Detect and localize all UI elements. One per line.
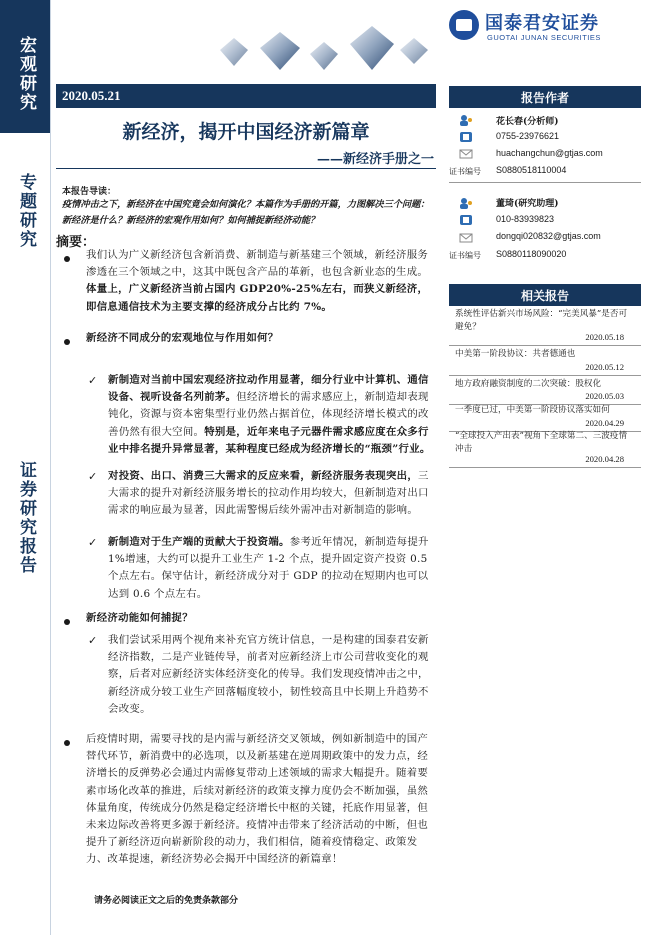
brand-logo xyxy=(449,8,639,44)
phone-icon xyxy=(459,214,473,226)
brand-name-cn: 国泰君安证券 xyxy=(485,13,599,34)
related-report-title[interactable]: 系统性评估新兴市场风险：“完美风暴”是否可避免？ xyxy=(455,309,628,332)
author-2-name: 董琦(研究助理) xyxy=(496,199,559,209)
bullet-icon xyxy=(64,339,70,345)
side-label-bottom: 证券研究报告 xyxy=(16,461,36,575)
phone-icon xyxy=(459,131,473,143)
guotai-junan-logo-icon xyxy=(449,10,479,40)
related-divider xyxy=(449,467,641,468)
point-new-manufacturing: 新制造对当前中国宏观经济拉动作用显著，细分行业中计算机、通信设备、视听设备名列前茅。但经济增长的需求感应上，新制造却表现钝化，资源与资本密集型行业仍然占据首位，体现经济增长模式的改善仍然有很大空间。特别是，近年来电子元器件需求感应度在众多行业中排名提升异常显著，某种程度已经成为经济增长的“瓶颈”行业。 xyxy=(108,374,431,455)
author-1-name: 花长春(分析师) xyxy=(496,117,559,127)
footer-disclaimer: 请务必阅读正文之后的免责条款部分 xyxy=(94,896,239,906)
email-icon xyxy=(459,148,473,160)
point-production-contribution: 新制造对于生产端的贡献大于投资端。参考近年情况，新制造每提升 1%增速，大约可以提升工业生产 1-2 个点，提升固定资产投资 0.5 个点左右。保守估计，新经济成分对于 GDP 的拉动在短期内也可以达到 0.6 个点左右。 xyxy=(108,536,429,600)
related-report-date: 2020.04.29 xyxy=(585,418,624,428)
author-1-email[interactable]: huachangchun@gtjas.com xyxy=(496,148,603,158)
check-icon: ✓ xyxy=(88,374,98,387)
date-bar xyxy=(56,84,436,108)
author-1-cert-label: 证书编号 xyxy=(449,167,481,176)
bullet-icon xyxy=(64,740,70,746)
related-report-date: 2020.05.03 xyxy=(585,391,624,401)
side-label-top: 宏观研究 xyxy=(16,36,36,112)
guide-text: 疫情冲击之下，新经济在中国究竟会如何演化？本篇作为手册的开篇，力图解决三个问题：新经济是什么？新经济的宏观作用如何？如何捕捉新经济动能？ xyxy=(62,199,430,226)
related-report-title[interactable]: “全球投入产出表”视角下全球第二、三波疫情冲击 xyxy=(455,431,628,454)
author-1-phone: 0755-23976621 xyxy=(496,131,560,141)
related-report-title[interactable]: 中美第一阶段协议：共者德通也 xyxy=(455,349,576,359)
email-icon xyxy=(459,232,473,244)
related-report-title[interactable]: 地方政府融资制度的二次突破：股权化 xyxy=(455,379,602,389)
section-heading-macro-role: 新经济不同成分的宏观地位与作用如何？ xyxy=(86,332,279,344)
check-icon: ✓ xyxy=(88,470,98,483)
related-divider xyxy=(449,375,641,376)
author-divider xyxy=(449,182,641,183)
author-2-phone: 010-83939823 xyxy=(496,214,555,224)
related-divider xyxy=(449,345,641,346)
bullet-icon xyxy=(64,256,70,262)
side-divider xyxy=(50,0,51,935)
authors-heading: 报告作者 xyxy=(520,91,569,105)
check-icon: ✓ xyxy=(88,536,98,549)
title-divider xyxy=(56,168,436,169)
author-2-cert: S0880118090020 xyxy=(496,249,567,259)
related-report-date: 2020.05.12 xyxy=(585,362,624,372)
abstract-heading: 摘要： xyxy=(56,235,96,250)
bullet-icon xyxy=(64,619,70,625)
person-icon xyxy=(459,197,473,209)
authors-heading-bar xyxy=(449,86,641,108)
point-demand-response: 对投资、出口、消费三大需求的反应来看，新经济服务表现突出，三大需求的提升对新经济服务增长的拉动作用均较大，但新制造对出口需求的响应最为显著，因此需警惕后续外需冲击对新制造的影响。 xyxy=(108,470,429,517)
related-heading: 相关报告 xyxy=(520,289,569,303)
author-1-cert: S0880518110004 xyxy=(496,165,567,175)
brand-name-en: GUOTAI JUNAN SECURITIES xyxy=(487,33,601,42)
diamond-decoration-icon xyxy=(200,20,440,80)
abstract-paragraph-1: 我们认为广义新经济包含新消费、新制造与新基建三个领域，新经济服务渗透在三个领域之中，这其中既包含产品的革新，也包含新业态的生成。体量上，广义新经济当前占国内 GDP20%-25%左右，而狭义新经济，即信息通信技术为主要支撑的经济成分占比约 7%。 xyxy=(86,249,429,313)
related-report-title[interactable]: 一季度已过，中美第一阶段协议落实如何 xyxy=(455,405,610,415)
related-heading-bar xyxy=(449,284,641,306)
side-band xyxy=(0,0,50,935)
report-date: 2020.05.21 xyxy=(62,88,121,103)
person-icon xyxy=(459,114,473,126)
author-2-cert-label: 证书编号 xyxy=(449,251,481,260)
section-heading-momentum: 新经济动能如何捕捉？ xyxy=(86,612,193,624)
report-subtitle: ——新经济手册之一 xyxy=(316,152,434,167)
guide-heading: 本报告导读： xyxy=(62,187,117,197)
check-icon: ✓ xyxy=(88,634,98,647)
report-title: 新经济，揭开中国经济新篇章 xyxy=(122,121,370,143)
side-label-mid: 专题研究 xyxy=(16,173,36,249)
related-report-date: 2020.04.28 xyxy=(585,454,624,464)
author-2-email[interactable]: dongqi020832@gtjas.com xyxy=(496,231,601,241)
point-momentum-tracking: 我们尝试采用两个视角来补充官方统计信息，一是构建的国泰君安新经济指数，二是产业链传导，前者对应新经济上市公司营收变化的观察，后者对应新经济实体经济变化的传导。我们发现疫情冲击之中，新经济成分较工业生产回落幅度较小，韧性较高且中长期上升趋势不会改变。 xyxy=(108,634,429,715)
related-report-date: 2020.05.18 xyxy=(585,332,624,342)
abstract-paragraph-post-epidemic: 后疫情时期，需要寻找的是内需与新经济交叉领域，例如新制造中的国产替代环节，新消费中的必选项，以及新基建在逆周期政策中的发力点，经济增长的反弹势必会通过内需修复带动上述领域的需求大幅提升。随着要素市场化改革的推进，后续对新经济的政策支撑力度仍会不断加强，虽然体量角度，传统成分仍然是稳定经济增长中枢的关键，托底作用显著，但未来边际改善将更多源于新经济。疫情冲击带来了经济活动的中断，但也提升了新经济迈向崭新阶段的动力，我们相信，随着疫情稳定、政策发力、改革提速，新经济势必会揭开中国经济的新篇章！ xyxy=(86,733,429,866)
